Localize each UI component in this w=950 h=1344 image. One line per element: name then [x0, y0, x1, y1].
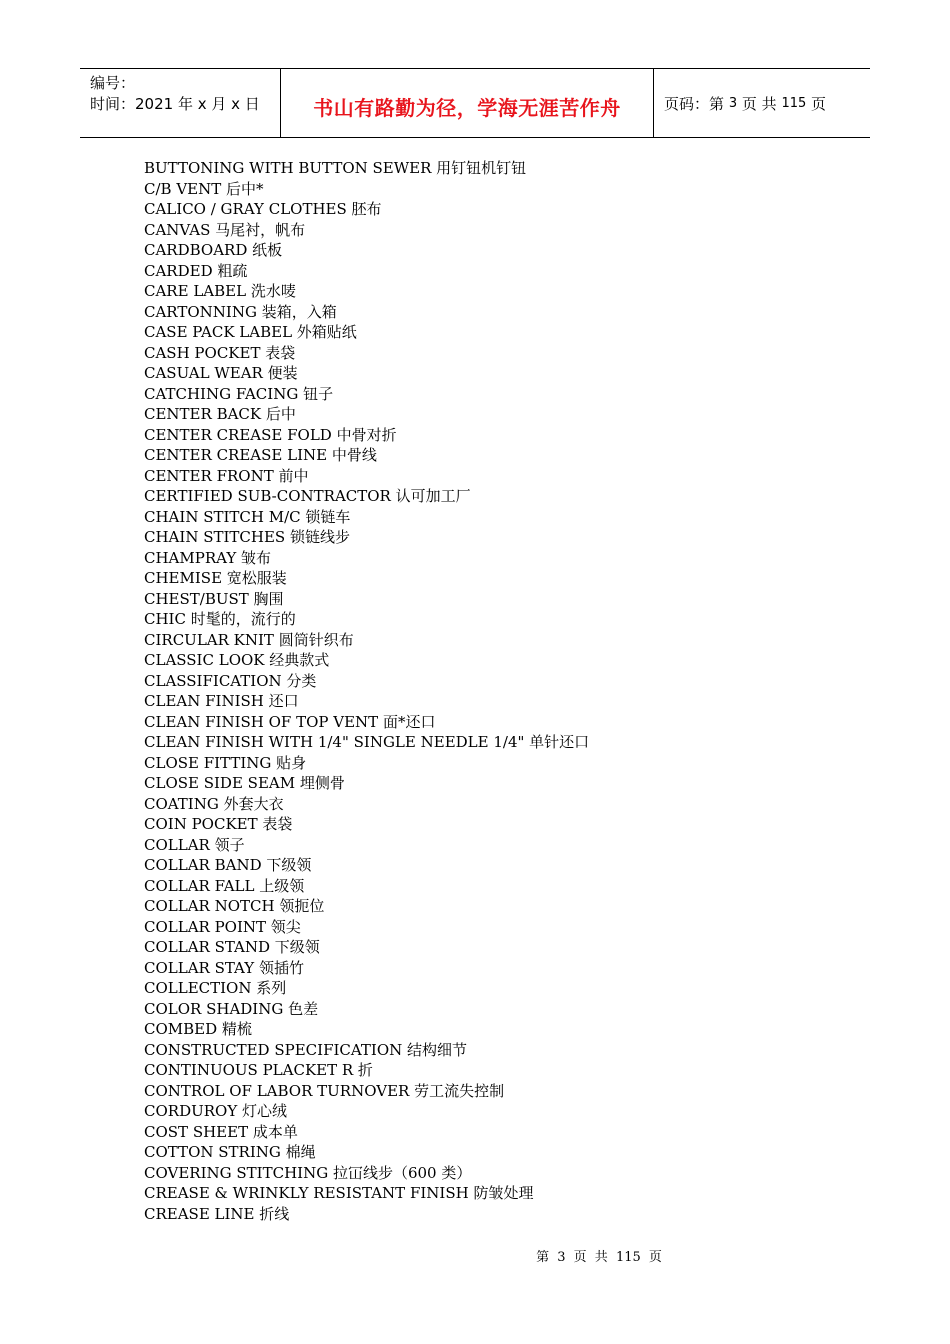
glossary-entry: COMBED 精梳	[144, 1020, 252, 1038]
page-prefix: 第	[709, 94, 725, 113]
glossary-entry: CHEST/BUST 胸围	[144, 589, 284, 608]
page-current: 3	[728, 95, 738, 111]
glossary-entry: C/B VENT 后中*	[144, 179, 264, 198]
footer-mid1: 页	[573, 1250, 587, 1265]
glossary-entry: COLLAR STAND 下级领	[144, 938, 320, 956]
glossary-entry: CLOSE SIDE SEAM 埋侧骨	[144, 774, 345, 792]
glossary-entry: CLASSIC LOOK 经典款式	[144, 651, 330, 669]
glossary-entry: CALICO / GRAY CLOTHES 胚布	[144, 200, 382, 218]
glossary-entry: CENTER FRONT 前中	[144, 466, 309, 485]
glossary-entry: CHEMISE 宽松服装	[144, 569, 287, 587]
glossary-entry: CIRCULAR KNIT 圆筒针织布	[144, 630, 354, 649]
document-number-label: 编号：	[90, 74, 136, 92]
glossary-entry: CANVAS 马尾衬，帆布	[144, 220, 306, 239]
glossary-entry: COATING 外套大衣	[144, 794, 284, 813]
glossary-entry: CENTER CREASE LINE 中骨线	[144, 446, 377, 464]
glossary-entry: CARDBOARD 纸板	[144, 241, 283, 259]
header-motto-cell	[281, 69, 654, 137]
glossary-entry: COTTON STRING 棉绳	[144, 1143, 316, 1161]
page-label: 页码：	[664, 94, 710, 113]
glossary-entry: CHIC 时髦的，流行的	[144, 610, 296, 628]
page-mid: 页 共	[741, 94, 777, 113]
page-total: 115	[781, 95, 807, 111]
glossary-entry: CLASSIFICATION 分类	[144, 671, 317, 690]
time-label: 时间：	[90, 95, 136, 113]
glossary-entry: COLLAR NOTCH 领扼位	[144, 897, 325, 915]
glossary-entry: CONSTRUCTED SPECIFICATION 结构细节	[144, 1040, 468, 1059]
glossary-entry: CENTER CREASE FOLD 中骨对折	[144, 425, 397, 444]
glossary-list	[144, 158, 844, 1224]
glossary-entry: COLLAR BAND 下级领	[144, 856, 312, 874]
glossary-entry: CARE LABEL 洗水唛	[144, 282, 296, 300]
glossary-entry: COLLAR FALL 上级领	[144, 876, 305, 895]
glossary-entry: COLLAR STAY 领插竹	[144, 958, 304, 977]
footer-mid2: 共	[594, 1250, 608, 1265]
glossary-entry: COVERING STITCHING 拉冚线步（600 类）	[144, 1163, 472, 1182]
glossary-entry: CASH POCKET 表袋	[144, 343, 296, 362]
page-header	[80, 68, 870, 138]
glossary-entry: CLOSE FITTING 贴身	[144, 753, 307, 772]
time-value: 2021 年 x 月 x 日	[135, 95, 260, 113]
glossary-entry: CASE PACK LABEL 外箱贴纸	[144, 323, 357, 341]
glossary-entry: CONTROL OF LABOR TURNOVER 劳工流失控制	[144, 1081, 505, 1100]
glossary-entry: CREASE LINE 折线	[144, 1204, 290, 1223]
glossary-entry: CHAIN STITCHES 锁链线步	[144, 528, 350, 546]
page-footer	[0, 1246, 950, 1265]
glossary-entry: CHAMPRAY 皱布	[144, 548, 272, 567]
glossary-entry: CLEAN FINISH WITH 1/4" SINGLE NEEDLE 1/4" 单针还口	[144, 733, 590, 751]
glossary-entry: CORDUROY 灯心绒	[144, 1102, 287, 1120]
footer-suffix: 页	[648, 1250, 662, 1265]
header-meta-cell	[80, 69, 281, 137]
glossary-entry: COLLECTION 系列	[144, 979, 287, 997]
document-time	[90, 94, 280, 115]
glossary-entry: CATCHING FACING 钮子	[144, 384, 334, 403]
glossary-entry: COLOR SHADING 色差	[144, 999, 319, 1018]
motto-text: 书山有路勤为径，学海无涯苦作舟	[313, 95, 621, 120]
glossary-entry: COST SHEET 成本单	[144, 1122, 298, 1141]
glossary-entry: CASUAL WEAR 便装	[144, 364, 298, 382]
header-page-cell	[654, 69, 870, 137]
glossary-entry: CARDED 粗疏	[144, 261, 248, 280]
glossary-entry: CHAIN STITCH M/C 锁链车	[144, 507, 351, 526]
glossary-entry: COLLAR 领子	[144, 835, 245, 854]
glossary-entry: CREASE & WRINKLY RESISTANT FINISH 防皱处理	[144, 1184, 534, 1202]
glossary-entry: CLEAN FINISH OF TOP VENT 面*还口	[144, 712, 436, 731]
footer-current: 3	[557, 1250, 566, 1265]
glossary-entry: CONTINUOUS PLACKET R 折	[144, 1061, 373, 1079]
footer-total: 115	[615, 1250, 641, 1265]
glossary-entry: BUTTONING WITH BUTTON SEWER 用钉钮机钉钮	[144, 159, 527, 177]
glossary-entry: COIN POCKET 表袋	[144, 815, 293, 833]
glossary-entry: CENTER BACK 后中	[144, 405, 296, 423]
glossary-entry: CLEAN FINISH 还口	[144, 692, 299, 710]
glossary-entry: COLLAR POINT 领尖	[144, 917, 301, 936]
glossary-entry: CARTONNING 装箱，入箱	[144, 302, 337, 321]
footer-prefix: 第	[536, 1250, 550, 1265]
page-suffix: 页	[811, 94, 827, 113]
glossary-entry: CERTIFIED SUB-CONTRACTOR 认可加工厂	[144, 487, 471, 505]
